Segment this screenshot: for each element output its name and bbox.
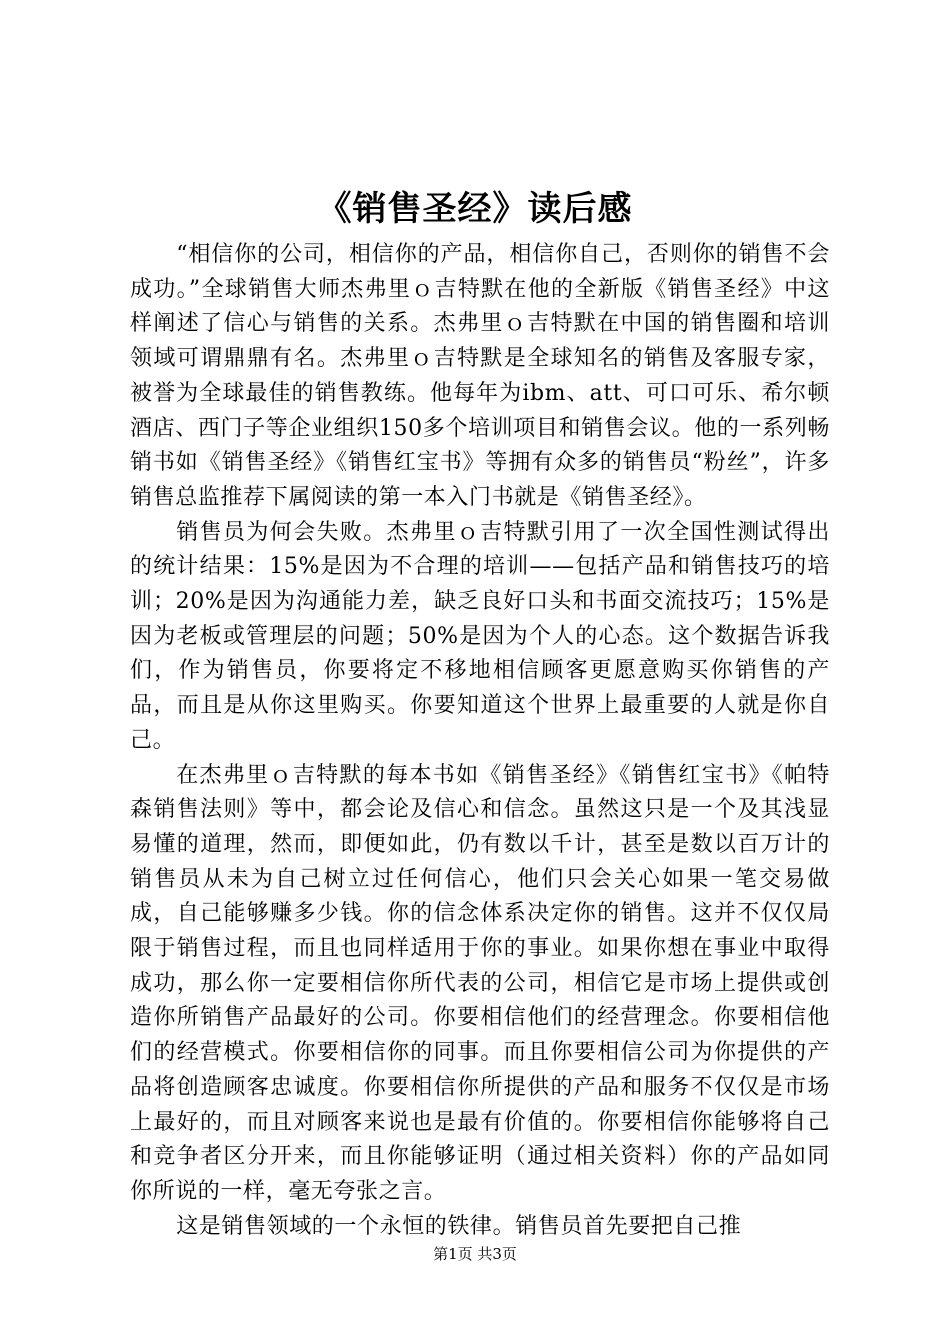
document-body xyxy=(130,238,830,1244)
paragraph-3: 在杰弗里ｏ吉特默的每本书如《销售圣经》《销售红宝书》《帕特森销售法则》等中，都会论及信心和信念。虽然这只是一个及其浅显易懂的道理，然而，即便如此，仍有数以千计，甚至是数以百万计的销售员从未为自己树立过任何信心，他们只会关心如果一笔交易做成，自己能够赚多少钱。你的信念体系决定你的销售。这并不仅仅局限于销售过程，而且也同样适用于你的事业。如果你想在事业中取得成功，那么你一定要相信你所代表的公司，相信它是市场上提供或创造你所销售产品最好的公司。你要相信他们的经营理念。你要相信他们的经营模式。你要相信你的同事。而且你要相信公司为你提供的产品将创造顾客忠诚度。你要相信你所提供的产品和服务不仅仅是市场上最好的，而且对顾客来说也是最有价值的。你要相信你能够将自己和竞争者区分开来，而且你能够证明（通过相关资料）你的产品如同你所说的一样，毫无夸张之言。 xyxy=(130,762,830,1204)
paragraph-2: 销售员为何会失败。杰弗里ｏ吉特默引用了一次全国性测试得出的统计结果：15%是因为不合理的培训——包括产品和销售技巧的培训；20%是因为沟通能力差，缺乏良好口头和书面交流技巧；15%是因为老板或管理层的问题；50%是因为个人的心态。这个数据告诉我们，作为销售员，你要将定不移地相信顾客更愿意购买你销售的产品，而且是从你这里购买。你要知道这个世界上最重要的人就是你自己。 xyxy=(130,519,830,753)
paragraph-4: 这是销售领域的一个永恒的铁律。销售员首先要把自己推 xyxy=(176,1213,742,1239)
paragraph-1: “相信你的公司，相信你的产品，相信你自己，否则你的销售不会成功。”全球销售大师杰弗里ｏ吉特默在他的全新版《销售圣经》中这样阐述了信心与销售的关系。杰弗里ｏ吉特默在中国的销售圈和培训领域可谓鼎鼎有名。杰弗里ｏ吉特默是全球知名的销售及客服专家，被誉为全球最佳的销售教练。他每年为ibm、att、可口可乐、希尔顿酒店、西门子等企业组织150多个培训项目和销售会议。他的一系列畅销书如《销售圣经》《销售红宝书》等拥有众多的销售员“粉丝”，许多销售总监推荐下属阅读的第一本入门书就是《销售圣经》。 xyxy=(130,242,830,510)
document-title: 《销售圣经》读后感 xyxy=(317,189,633,229)
page-footer: 第1页 共3页 xyxy=(433,1245,517,1263)
